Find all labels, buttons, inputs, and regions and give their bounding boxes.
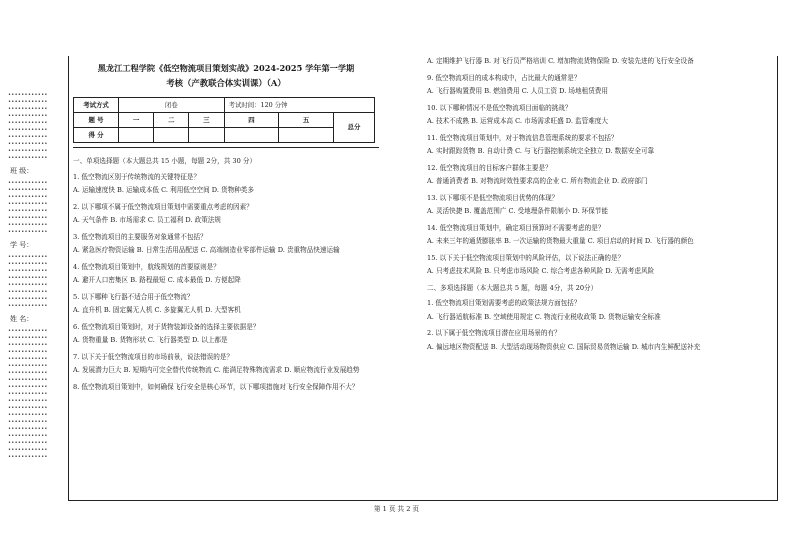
section-number: 三 xyxy=(189,113,224,128)
question-options: A. 紧急医疗物资运输 B. 日常生活用品配送 C. 高端制造业零部件运输 D. 贵重物品快速运输 xyxy=(73,246,340,254)
dotted-line: •••••••••••• xyxy=(8,419,48,425)
left-column xyxy=(73,56,379,395)
dotted-line: •••••••••••• xyxy=(8,148,48,154)
question-options: A. 灵活快捷 B. 覆盖范围广 C. 受地理条件限制小 D. 环保节能 xyxy=(427,207,608,215)
exam-page-frame xyxy=(68,56,778,501)
question-text: 3. 低空物流项目的主要服务对象通常不包括？ xyxy=(73,232,207,241)
section-number: 一 xyxy=(119,113,154,128)
dotted-line: •••••••••••• xyxy=(8,328,48,334)
dotted-line: •••••••••••• xyxy=(8,384,48,390)
dotted-line: •••••••••••• xyxy=(8,412,48,418)
exam-title: 黑龙江工程学院《低空物流项目策划实战》2024-2025 学年第一学期 xyxy=(97,63,355,73)
question-text: 7. 以下关于低空物流项目的市场前景，说法错误的是？ xyxy=(73,352,234,361)
right-column xyxy=(427,56,772,358)
section-number: 二 xyxy=(154,113,189,128)
dotted-line: •••••••••••• xyxy=(8,426,48,432)
question-options: A. 未来三年的通货膨胀率 B. 一次运输的货物最大重量 C. 项目启动的时间 D. 飞行器的颜色 xyxy=(427,237,694,245)
dotted-line: •••••••••••• xyxy=(8,268,48,274)
dotted-line: •••••••••••• xyxy=(8,398,48,404)
dotted-line: •••••••••••• xyxy=(8,215,48,221)
question-options: A. 定期维护飞行器 B. 对飞行员严格培训 C. 增加物流货物保险 D. 安装先进的飞行安全设备 xyxy=(427,57,694,65)
page-footer: 第 1 页 共 2 页 xyxy=(373,505,420,513)
dotted-line: •••••••••••• xyxy=(8,356,48,362)
dotted-line: •••••••••••• xyxy=(8,222,48,228)
question-options: A. 只考虑技术风险 B. 只考虑市场风险 C. 综合考虑各种风险 D. 无需考虑风险 xyxy=(427,267,655,275)
dotted-line: •••••••••••• xyxy=(8,261,48,267)
question-options: A. 技术不成熟 B. 运营成本高 C. 市场需求旺盛 D. 监管难度大 xyxy=(427,117,608,125)
dotted-line: •••••••••••• xyxy=(8,405,48,411)
question-options: A. 发展潜力巨大 B. 短期内可完全替代传统物流 C. 能满足特殊物流需求 D. 顺应物流行业发展趋势 xyxy=(73,366,360,374)
exam-subtitle: 考核（产教联合体实训课）（A） xyxy=(166,78,286,88)
total-score-label: 总分 xyxy=(334,113,375,143)
dotted-line: •••••••••••• xyxy=(8,303,48,309)
dotted-line: •••••••••••• xyxy=(8,363,48,369)
dotted-line: •••••••••••• xyxy=(8,282,48,288)
score-cell[interactable] xyxy=(154,128,189,143)
score-cell[interactable] xyxy=(119,128,154,143)
dotted-line: •••••••••••• xyxy=(8,113,48,119)
dotted-line: •••••••••••• xyxy=(8,335,48,341)
score-cell[interactable] xyxy=(279,128,334,143)
question-options: A. 避开人口密集区 B. 路程最短 C. 成本最低 D. 方便起降 xyxy=(73,276,241,284)
divider xyxy=(73,147,379,148)
question-text: 2. 以下哪项不属于低空物流项目策划中需要重点考虑的因素？ xyxy=(73,202,253,211)
dotted-line: •••••••••••• xyxy=(8,106,48,112)
exam-mode-value: 闭卷 xyxy=(119,98,225,113)
section-number: 四 xyxy=(224,113,279,128)
question-text: 9. 低空物流项目的成本构成中，占比最大的通常是？ xyxy=(427,73,581,82)
score-cell[interactable] xyxy=(189,128,224,143)
dotted-line: •••••••••••• xyxy=(8,208,48,214)
question-text: 2. 以下属于低空物流项目潜在应用场景的有？ xyxy=(427,329,561,337)
dotted-line: •••••••••••• xyxy=(8,201,48,207)
dotted-line: •••••••••••• xyxy=(8,447,48,453)
dotted-line: •••••••••••• xyxy=(8,377,48,383)
dotted-line: •••••••••••• xyxy=(8,454,48,460)
question-options: A. 偏远地区物资配送 B. 大型活动现场物资供应 C. 国际贸易货物运输 D. 城市内生鲜配送补充 xyxy=(427,342,701,351)
question-text: 10. 以下哪种情况不是低空物流项目面临的挑战？ xyxy=(427,103,572,112)
dotted-line: •••••••••••• xyxy=(8,440,48,446)
question-text: 6. 低空物流项目策划时，对于货物装卸设备的选择主要依据是？ xyxy=(73,322,260,331)
dotted-line: •••••••••••• xyxy=(8,187,48,193)
dotted-line: •••••••••••• xyxy=(8,342,48,348)
question-text: 12. 低空物流项目的目标客户群体主要是？ xyxy=(427,163,552,172)
dotted-line: •••••••••••• xyxy=(8,92,48,98)
question-text: 14. 低空物流项目策划中，确定项目预算时不需要考虑的是？ xyxy=(427,223,605,232)
question-options: A. 普通消费者 B. 对物流时效性要求高的企业 C. 所有物流企业 D. 政府部门 xyxy=(427,177,648,185)
question-text: 11. 低空物流项目策划中，对于物流信息管理系统的要求不包括？ xyxy=(427,133,618,142)
question-options: A. 飞行器购置费用 B. 燃油费用 C. 人员工资 D. 场地租赁费用 xyxy=(427,87,608,95)
dotted-line: •••••••••••• xyxy=(8,120,48,126)
question-options: A. 直升机 B. 固定翼无人机 C. 多旋翼无人机 D. 大型客机 xyxy=(73,306,241,314)
class-label: 班 级： xyxy=(10,167,34,175)
section-heading: 一、单项选择题（本大题总共 15 小题，每题 2分，共 30 分） xyxy=(73,157,257,165)
dotted-line: •••••••••••• xyxy=(8,433,48,439)
question-text: 15. 以下关于低空物流项目策划中的风险评估，以下说法正确的是？ xyxy=(427,253,625,262)
section-heading: 二、多项选择题（本大题总共 5 题，每题 4分，共 20分） xyxy=(427,283,598,292)
section-number: 五 xyxy=(279,113,334,128)
dotted-line: •••••••••••• xyxy=(8,275,48,281)
exam-time: 考试时间：120 分钟 xyxy=(224,98,374,113)
binding-gutter xyxy=(8,92,60,461)
question-options: A. 运输速度快 B. 运输成本低 C. 利用低空空间 D. 货物种类多 xyxy=(73,186,254,194)
student-id-label: 学 号： xyxy=(10,241,34,249)
question-no-label: 题 号 xyxy=(74,113,119,128)
question-text: 1. 低空物流项目策划需要考虑的政策法规方面包括？ xyxy=(427,299,581,307)
dotted-line: •••••••••••• xyxy=(8,391,48,397)
dotted-line: •••••••••••• xyxy=(8,254,48,260)
dotted-line: •••••••••••• xyxy=(8,289,48,295)
dotted-line: •••••••••••• xyxy=(8,349,48,355)
exam-mode-label: 考试方式 xyxy=(74,98,119,113)
question-text: 5. 以下哪种飞行器不适合用于低空物流？ xyxy=(73,292,194,301)
dotted-line: •••••••••••• xyxy=(8,141,48,147)
question-text: 8. 低空物流项目策划中，如何确保飞行安全是核心环节，以下哪项措施对飞行安全保障作用不大？ xyxy=(73,382,359,391)
dotted-line: •••••••••••• xyxy=(8,194,48,200)
question-options: A. 实时跟踪货物 B. 自动计费 C. 与飞行器控制系统完全独立 D. 数据安全可靠 xyxy=(427,147,655,155)
dotted-line: •••••••••••• xyxy=(8,296,48,302)
dotted-line: •••••••••••• xyxy=(8,155,48,161)
question-options: A. 天气条件 B. 市场需求 C. 员工福利 D. 政策法规 xyxy=(73,216,222,224)
dotted-line: •••••••••••• xyxy=(8,127,48,133)
name-label: 姓 名： xyxy=(10,315,34,323)
question-options: A. 飞行器适航标准 B. 空域使用规定 C. 物流行业税收政策 D. 货物运输安全标准 xyxy=(427,312,661,321)
question-options: A. 货物重量 B. 货物形状 C. 飞行器类型 D. 以上都是 xyxy=(73,336,228,344)
dotted-line: •••••••••••• xyxy=(8,370,48,376)
dotted-line: •••••••••••• xyxy=(8,180,48,186)
question-text: 13. 以下哪项不是低空物流项目优势的体现？ xyxy=(427,193,559,202)
question-text: 4. 低空物流项目策划中，航线规划的首要原则是？ xyxy=(73,262,220,271)
dotted-line: •••••••••••• xyxy=(8,229,48,235)
score-table xyxy=(73,97,375,143)
dotted-line: •••••••••••• xyxy=(8,134,48,140)
dotted-line: •••••••••••• xyxy=(8,99,48,105)
score-cell[interactable] xyxy=(224,128,279,143)
score-label: 得 分 xyxy=(74,128,119,143)
question-text: 1. 低空物流区别于传统物流的关键特征是？ xyxy=(73,172,201,181)
